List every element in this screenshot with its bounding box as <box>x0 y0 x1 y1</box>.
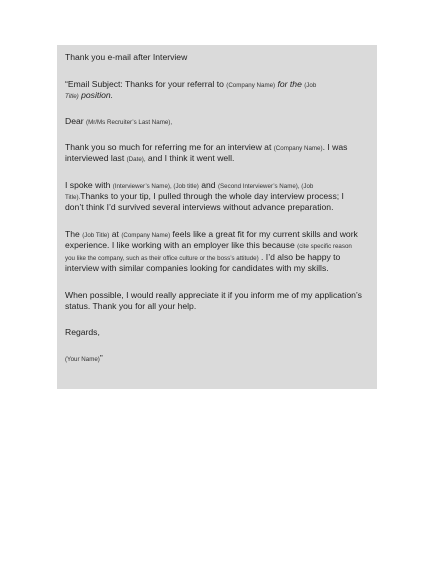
date-placeholder: (Date), <box>126 156 146 163</box>
closing: Regards, <box>65 327 100 337</box>
subject-line-1: “Email Subject: Thanks for your referral to (Company Name) for the (Job <box>65 79 317 89</box>
signature: (Your Name)” <box>65 353 103 363</box>
paragraph-2-line-2: Title).Thanks to your tip, I pulled through the whole day interview process; I <box>65 191 344 201</box>
document-title: Thank you e-mail after Interview <box>65 52 188 62</box>
salutation: Dear (Mr/Ms Recruiter’s Last Name), <box>65 116 173 126</box>
paragraph-4-line-1: When possible, I would really appreciate it if you inform me of my application’s <box>65 290 362 300</box>
company-placeholder: (Company Name) <box>121 232 171 239</box>
your-name-placeholder: (Your Name) <box>65 356 100 363</box>
subject-line-2: Title) position. <box>65 90 114 100</box>
paragraph-3-line-2: experience. I like working with an employer like this because (cite specific reason <box>65 240 352 250</box>
reason-placeholder: you like the company, such as their office culture or the boss’s attitude) <box>65 255 259 262</box>
second-interviewer-placeholder: (Second Interviewer’s Name), (Job <box>217 183 314 190</box>
job-title-placeholder: (Job Title) <box>82 232 110 239</box>
job-title-placeholder: Title). <box>65 194 81 201</box>
paragraph-1-line-2: interviewed last (Date), and I think it went well. <box>65 153 235 163</box>
job-placeholder: Title) <box>65 93 79 100</box>
paragraph-4-line-2: status. Thank you for all your help. <box>65 301 197 311</box>
recruiter-name-placeholder: (Mr/Ms Recruiter’s Last Name), <box>86 119 173 126</box>
reason-placeholder: (cite specific reason <box>297 243 352 250</box>
paragraph-3-line-1: The (Job Title) at (Company Name) feels like a great fit for my current skills and work <box>65 229 358 239</box>
interviewer-placeholder: (Interviewer’s Name), (Job title) <box>112 183 199 190</box>
job-placeholder: (Job <box>304 82 317 89</box>
paragraph-2-line-1: I spoke with (Interviewer’s Name), (Job title) and (Second Interviewer’s Name), (Job <box>65 180 314 190</box>
paragraph-1-line-1: Thank you so much for referring me for an interview at (Company Name). I was <box>65 142 348 152</box>
paragraph-2-line-3: don’t think I’d survived several interviews without advance preparation. <box>65 202 334 212</box>
company-placeholder: (Company Name) <box>273 145 323 152</box>
paragraph-3-line-3: you like the company, such as their office culture or the boss’s attitude) . I’d also be happy to <box>65 252 341 262</box>
company-placeholder: (Company Name) <box>226 82 276 89</box>
paragraph-3-line-4: interview with similar companies looking for candidates with my skills. <box>65 263 329 273</box>
